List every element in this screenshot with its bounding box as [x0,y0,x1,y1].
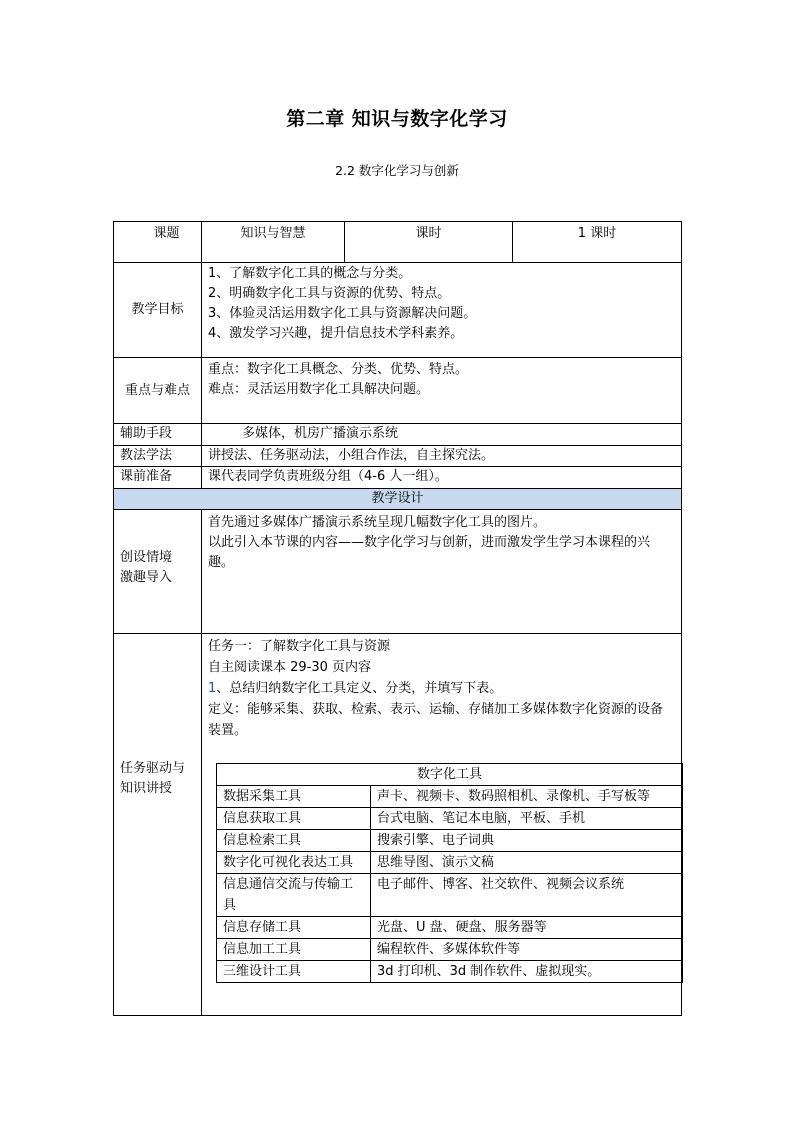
table-row [217,808,683,830]
focus-row [114,358,682,424]
prep-row [114,467,682,489]
methods-label: 教法学法 [114,446,202,467]
tool-name: 信息加工工具 [217,939,371,961]
tool-name: 数据采集工具 [217,786,371,808]
topic-value: 知识与智慧 [202,222,345,263]
focus-label: 重点与难点 [114,358,202,424]
tool-examples: 思维导图、演示文稿 [371,852,683,874]
task-definition: 定义：能够采集、获取、检索、表示、运输、存储加工多媒体数字化资源的设备装置。 [208,702,664,738]
goal-item: 4、激发学习兴趣，提升信息技术学科素养。 [208,326,464,341]
focus-difficulty: 难点：灵活运用数字化工具解决问题。 [208,382,430,397]
task-row [114,634,682,1016]
design-band-row [114,489,682,510]
intro-label-line: 激趣导入 [120,570,173,585]
task-heading: 任务一：了解数字化工具与资源 [208,639,391,654]
task-step [208,678,675,699]
tools-table [216,763,683,983]
goals-label: 教学目标 [114,263,202,358]
tool-examples: 台式电脑、笔记本电脑，平板、手机 [371,808,683,830]
tool-name: 信息存储工具 [217,917,371,939]
intro-content [202,510,682,634]
task-step-number: 1 [208,681,217,696]
goals-row [114,263,682,358]
tool-examples: 声卡、视频卡、数码照相机、录像机、手写板等 [371,786,683,808]
intro-label [114,510,202,634]
tools-header: 数字化工具 [217,764,683,786]
task-reading: 自主阅读课本 29-30 页内容 [208,660,372,675]
tool-examples: 编程软件、多媒体软件等 [371,939,683,961]
table-row [217,961,683,983]
goal-item: 2、明确数字化工具与资源的优势、特点。 [208,286,451,301]
tools-header-row [217,764,683,786]
task-label [114,634,202,1016]
tool-name: 三维设计工具 [217,961,371,983]
aids-label: 辅助手段 [114,424,202,446]
topic-row [114,222,682,263]
focus-key-point: 重点：数字化工具概念、分类、优势、特点。 [208,362,469,377]
intro-text: 以此引入本节课的内容——数字化学习与创新，进而激发学生学习本课程的兴趣。 [208,535,651,570]
goal-item: 3、体验灵活运用数字化工具与资源解决问题。 [208,306,477,321]
focus-content [202,358,682,424]
table-row [217,786,683,808]
tool-examples: 3d 打印机、3d 制作软件、虚拟现实。 [371,961,683,983]
tool-name: 信息检索工具 [217,830,371,852]
methods-row [114,446,682,467]
tool-name: 数字化可视化表达工具 [217,852,371,874]
page-subtitle: 2.2 数字化学习与创新 [335,163,459,178]
intro-label-line: 创设情境 [120,550,173,565]
tool-name: 信息通信交流与传输工具 [217,874,371,917]
design-band: 教学设计 [114,489,682,510]
task-content [202,634,682,1016]
table-row [217,917,683,939]
goal-item: 1、了解数字化工具的概念与分类。 [208,266,412,281]
intro-row [114,510,682,634]
prep-label: 课前准备 [114,467,202,489]
topic-label: 课题 [114,222,202,263]
task-label-line: 知识讲授 [120,781,173,796]
tool-examples: 电子邮件、博客、社交软件、视频会议系统 [371,874,683,917]
lesson-plan-table [113,221,682,1016]
aids-value: 多媒体，机房广播演示系统 [202,424,682,446]
page-title: 第二章 知识与数字化学习 [286,108,508,130]
tool-examples: 光盘、U 盘、硬盘、服务器等 [371,917,683,939]
intro-text: 首先通过多媒体广播演示系统呈现几幅数字化工具的图片。 [208,515,547,530]
table-row [217,874,683,917]
task-step-text: 、总结归纳数字化工具定义、分类，并填写下表。 [216,681,503,696]
prep-value: 课代表同学负责班级分组（4-6 人一组）。 [202,467,682,489]
tool-name: 信息获取工具 [217,808,371,830]
methods-value: 讲授法、任务驱动法，小组合作法，自主探究法。 [202,446,682,467]
goals-content [202,263,682,358]
tool-examples: 搜索引擎、电子词典 [371,830,683,852]
hours-label: 课时 [345,222,513,263]
task-label-line: 任务驱动与 [120,761,186,776]
table-row [217,939,683,961]
table-row [217,830,683,852]
hours-value: 1 课时 [513,222,682,263]
aids-row [114,424,682,446]
table-row [217,852,683,874]
